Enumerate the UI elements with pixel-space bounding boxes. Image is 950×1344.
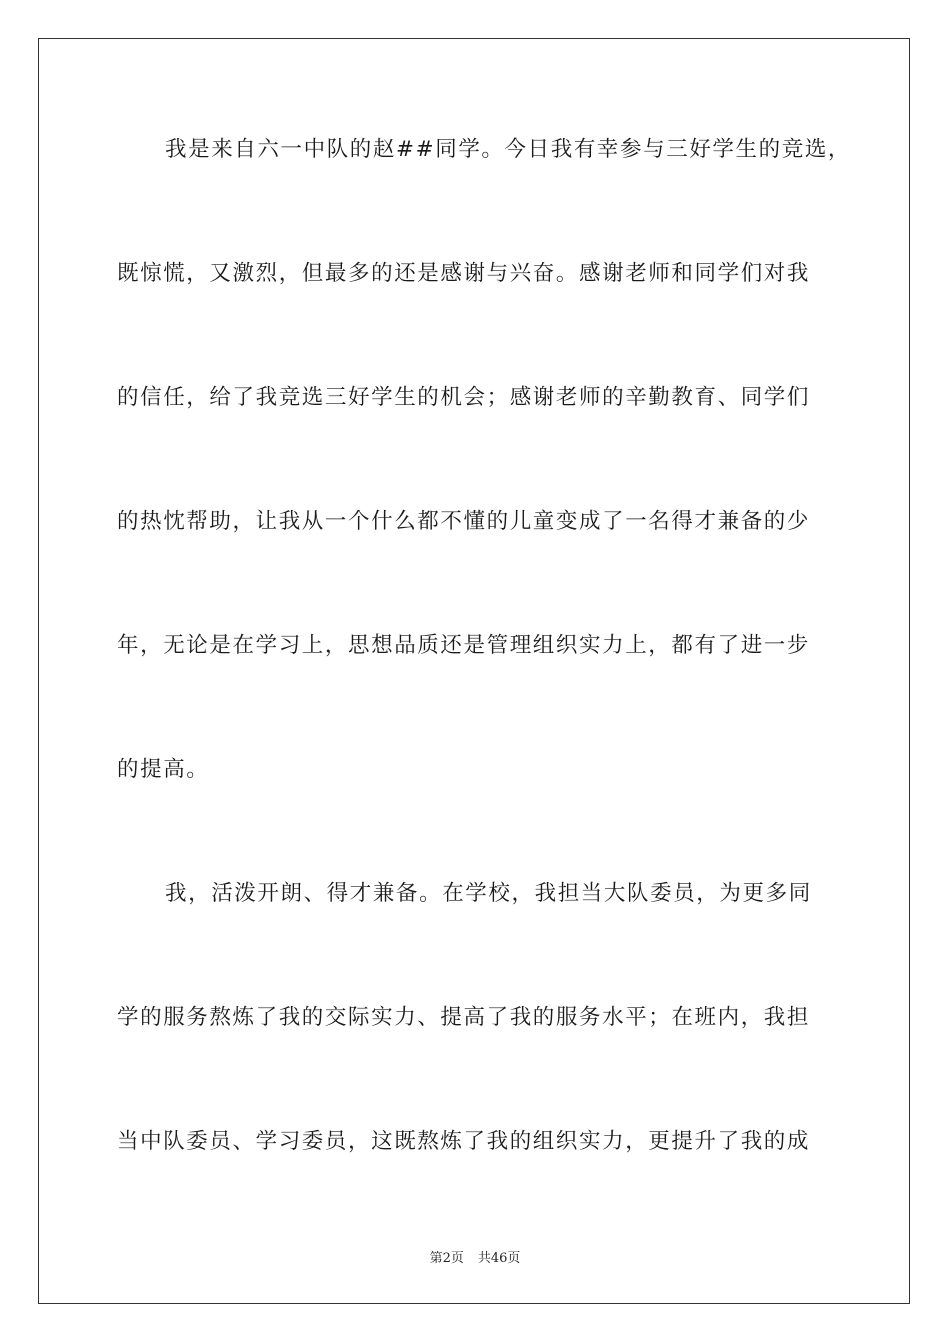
text-line-1: 我是来自六一中队的赵##同学。今日我有幸参与三好学生的竞选， <box>165 137 852 162</box>
text-line-9: 当中队委员、学习委员，这既熬炼了我的组织实力，更提升了我的成 <box>117 1129 811 1154</box>
text-line-6: 的提高。 <box>117 757 210 782</box>
text-line-8: 学的服务熬炼了我的交际实力、提高了我的服务水平；在班内，我担 <box>117 1005 811 1030</box>
text-line-4: 的热忱帮助，让我从一个什么都不懂的儿童变成了一名得才兼备的少 <box>117 509 811 534</box>
total-pages: 共46页 <box>477 1251 521 1266</box>
text-line-3: 的信任，给了我竞选三好学生的机会；感谢老师的辛勤教育、同学们 <box>117 385 811 410</box>
page-footer <box>0 1247 950 1266</box>
text-line-7: 我，活泼开朗、得才兼备。在学校，我担当大队委员，为更多同 <box>165 881 812 906</box>
text-line-5: 年，无论是在学习上，思想品质还是管理组织实力上，都有了进一步 <box>117 633 811 658</box>
text-line-2: 既惊慌，又激烈，但最多的还是感谢与兴奋。感谢老师和同学们对我 <box>117 261 811 286</box>
page-number: 第2页 <box>429 1251 464 1266</box>
page-border <box>38 38 910 1304</box>
